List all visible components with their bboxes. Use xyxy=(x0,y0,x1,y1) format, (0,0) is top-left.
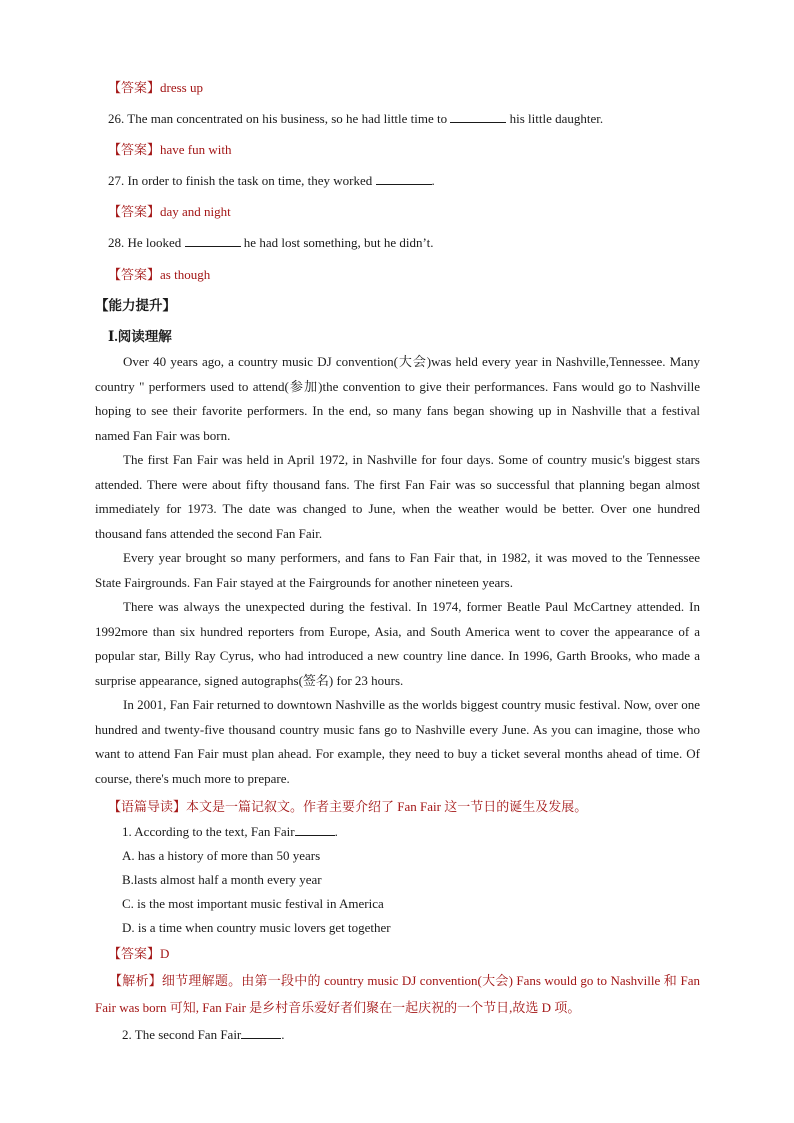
option-d: D. is a time when country music lovers get together xyxy=(122,920,391,935)
answer-blank xyxy=(376,173,432,185)
answer-blank xyxy=(241,1027,281,1039)
question-27 xyxy=(108,173,435,189)
answer-text: day and night xyxy=(160,204,231,219)
reading-question-1 xyxy=(122,824,338,840)
q25-answer xyxy=(108,80,203,96)
answer-text: D xyxy=(160,946,170,961)
answer-tag: 【答案】 xyxy=(108,267,161,282)
question-stem: 1. According to the text, Fan Fair xyxy=(122,824,295,839)
answer-blank xyxy=(185,235,241,247)
analysis-text: 细节理解题。由第一段中的 country music DJ convention(大会) Fans would go to Nashville 和 Fan Fair was born 可知, Fan Fair 是乡村音乐爱好者们聚在一起庆祝的一个节日,故选 D 项。 xyxy=(95,973,700,1015)
answer-tag: 【答案】 xyxy=(108,80,161,95)
rq1-analysis xyxy=(95,967,700,1021)
q26-answer xyxy=(108,142,232,158)
section-title: 【能力提升】 xyxy=(95,298,176,313)
passage-paragraph: The first Fan Fair was held in April 1972, in Nashville for four days. Some of country music's biggest stars attended. There were about fifty thousand fans. The first Fan Fair was so successful that planning began almost immediately for 1973. The date was changed to June, when the weather would be better. Over one hundred thousand fans attended the second Fan Fair. xyxy=(95,452,700,541)
question-28 xyxy=(108,235,433,251)
guide-tag: 【语篇导读】 xyxy=(108,799,187,814)
reading-passage xyxy=(95,350,700,791)
analysis-tag: 【解析】 xyxy=(109,973,162,988)
question-text: 26. The man concentrated on his business, so he had little time to xyxy=(108,111,448,126)
question-stem-after: . xyxy=(281,1027,285,1042)
question-stem-after: . xyxy=(334,824,338,839)
option-a: A. has a history of more than 50 years xyxy=(122,848,321,863)
question-text-after: his little daughter. xyxy=(509,111,604,126)
passage-paragraph: Every year brought so many performers, and fans to Fan Fair that, in 1982, it was moved to the Tennessee State Fairgrounds. Fan Fair stayed at the Fairgrounds for another nineteen years. xyxy=(95,550,700,590)
question-stem: 2. The second Fan Fair xyxy=(122,1027,242,1042)
rq1-answer xyxy=(108,946,169,962)
answer-text: have fun with xyxy=(160,142,232,157)
passage-paragraph: There was always the unexpected during the festival. In 1974, former Beatle Paul McCartney attended. In 1992more than six hundred reporters from Europe, Asia, and South America went to cover the appearance of a popular star, Billy Ray Cyrus, who had introduced a new country line dance. In 1996, Garth Brooks, who made a surprise appearance, signed autographs(签名) for 23 hours. xyxy=(95,599,700,688)
answer-tag: 【答案】 xyxy=(108,204,161,219)
guide-text: 本文是一篇记叙文。作者主要介绍了 Fan Fair 这一节日的诞生及发展。 xyxy=(186,799,588,814)
passage-guide xyxy=(108,799,587,815)
q28-answer xyxy=(108,267,210,283)
answer-text: dress up xyxy=(160,80,203,95)
question-text: 27. In order to finish the task on time, they worked xyxy=(108,173,373,188)
answer-text: as though xyxy=(160,267,211,282)
option-b: B.lasts almost half a month every year xyxy=(122,872,322,887)
option-c: C. is the most important music festival in America xyxy=(122,896,384,911)
subsection-title: Ⅰ.阅读理解 xyxy=(108,329,172,344)
q27-answer xyxy=(108,204,231,220)
question-text-after: . xyxy=(431,173,435,188)
answer-tag: 【答案】 xyxy=(108,946,161,961)
question-text-after: he had lost something, but he didn’t. xyxy=(243,235,434,250)
question-text: 28. He looked xyxy=(108,235,182,250)
answer-blank xyxy=(295,824,335,836)
passage-paragraph: In 2001, Fan Fair returned to downtown Nashville as the worlds biggest country music festival. Now, over one hundred and twenty-five thousand country music fans go to Nashville every June. As you can imagine, those who want to attend Fan Fair must plan ahead. For example, they need to buy a ticket several months ahead of time. Of course, there's much more to prepare. xyxy=(95,697,700,786)
passage-paragraph: Over 40 years ago, a country music DJ convention(大会)was held every year in Nashville,Tennessee. Many country " performers used to attend(参加)the convention to give their performances. Fans would go to Nashville hoping to see their favorite performers. In the end, so many fans began showing up in Nashville that a festival named Fan Fair was born. xyxy=(95,354,700,443)
question-26 xyxy=(108,111,603,127)
answer-tag: 【答案】 xyxy=(108,142,161,157)
reading-question-2 xyxy=(122,1027,285,1043)
answer-blank xyxy=(450,111,506,123)
